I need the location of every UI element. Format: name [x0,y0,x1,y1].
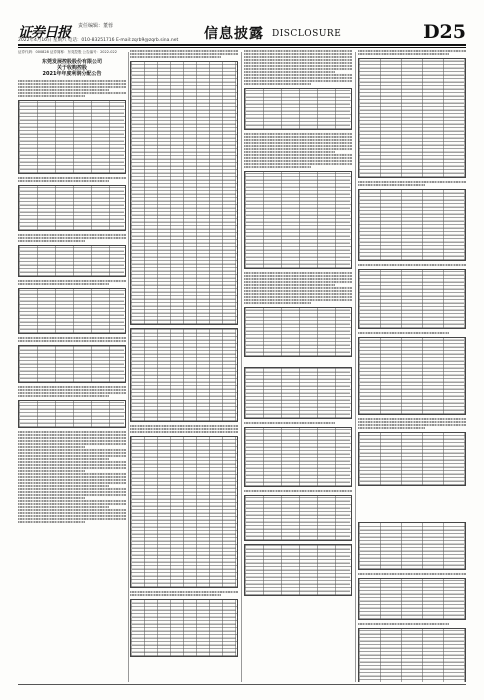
text-line [130,53,238,55]
text-line [18,521,85,523]
text-line [244,71,335,73]
data-table [244,544,352,596]
text-line [244,133,352,135]
data-table [244,495,352,541]
notice-heading [18,59,126,77]
data-table [18,288,126,334]
text-line [18,443,126,445]
text-line [130,428,238,430]
text-line [358,184,425,186]
column-divider [241,52,242,682]
text-line [244,166,311,168]
notice-title-line: 2021年年度利润分配公告 [42,71,102,77]
header-rule [18,44,466,46]
footer-rule [18,684,466,685]
data-table [358,578,466,620]
data-table [358,189,466,261]
text-line [18,500,126,502]
text-line [244,293,352,295]
text-line [18,509,126,511]
text-line [244,154,352,156]
text-line [244,65,352,67]
notice-title-line: 关于收购控股 [56,65,87,71]
text-line [244,422,335,424]
text-line [18,467,126,469]
text-line [244,272,352,274]
data-table [244,307,352,357]
text-line [244,284,335,286]
text-line [358,421,466,423]
text-line [244,80,352,82]
text-line [18,89,109,91]
text-line [358,427,425,429]
text-line [244,62,352,64]
masthead [18,20,466,42]
text-line [244,302,311,304]
text-line [18,437,126,439]
text-line [244,50,352,52]
text-line [18,92,126,94]
data-table [244,171,352,269]
text-line [244,59,352,61]
data-table [358,432,466,486]
blank-space [358,489,466,519]
notice-code-line: 证券代码：000828 证券简称：东莞控股 公告编号：2022-022 [18,50,117,54]
section-title: 信息披露 [204,26,264,42]
text-line [18,389,126,391]
data-table [358,269,466,329]
column-divider [128,52,129,682]
text-line [18,455,126,457]
text-line [244,160,352,162]
text-line [18,518,126,520]
text-line [18,485,109,487]
text-line [18,506,109,508]
text-line [244,275,352,277]
text-line [358,181,466,183]
text-line [18,240,85,242]
text-line [244,74,352,76]
data-table [18,245,126,277]
text-line [130,56,221,58]
text-line [130,50,238,52]
text-line [358,573,466,575]
text-line [18,449,126,451]
column-4 [358,50,466,682]
text-line [244,278,352,280]
text-line [130,594,221,596]
text-line [18,482,126,484]
text-line [18,461,126,463]
text-line [244,145,352,147]
text-line [244,299,352,301]
page-number: D25 [423,21,466,43]
text-line [244,139,352,141]
text-line [18,512,126,514]
text-line [18,503,126,505]
column-2 [130,50,238,682]
text-line [18,280,126,282]
data-table [358,522,466,570]
text-line [244,281,352,283]
column-3 [244,50,352,682]
text-line [18,180,109,182]
text-line [244,56,352,58]
column-divider [355,52,356,682]
data-table [358,58,466,178]
text-line [18,491,126,493]
text-line [244,287,352,289]
data-table [244,427,352,487]
data-table [130,599,238,657]
text-line [18,470,85,472]
data-table [244,367,352,419]
text-line [358,424,466,426]
text-line [358,53,449,55]
text-line [18,340,126,342]
data-table [18,100,126,174]
text-line [244,290,352,292]
text-line [18,86,126,88]
date-line: 2022年4月16日 星期六 电话：010-83251716 E-mail:zqrb9@zqrb.sina.net [18,38,179,43]
text-line [18,80,126,82]
text-line [18,431,126,433]
text-line [18,488,126,490]
data-table [130,328,238,422]
text-line [244,68,352,70]
text-line [18,395,109,397]
text-line [358,50,466,52]
data-table [358,628,466,682]
text-line [18,177,126,179]
text-line [18,446,85,448]
editor-line: 责任编辑：董蓉 [78,23,114,29]
text-line [358,332,449,334]
text-line [18,237,126,239]
text-line [130,431,238,433]
text-line [18,283,109,285]
text-line [18,458,109,460]
header-rule-thin [18,47,466,48]
data-table [130,436,238,588]
text-line [130,425,238,427]
data-table [18,185,126,231]
text-line [18,515,126,517]
text-line [358,418,466,420]
section-title-english: DISCLOSURE [272,29,342,39]
text-line [18,95,85,97]
text-line [244,163,352,165]
text-line [244,53,352,55]
text-line [18,337,126,339]
text-line [18,83,126,85]
text-line [244,148,352,150]
data-table [244,88,352,130]
data-table [358,337,466,415]
column-1 [18,50,126,682]
text-line [18,464,126,466]
text-line [130,591,238,593]
text-line [244,490,352,492]
text-line [18,473,126,475]
text-line [18,386,126,388]
text-line [244,157,352,159]
text-line [18,497,85,499]
newspaper-logo: 证券日报 [18,25,70,41]
notice-company: 东莞发展控股股份有限公司 [41,59,102,65]
text-line [244,83,311,85]
text-line [358,264,466,266]
data-table [18,400,126,428]
text-line [18,440,126,442]
data-table [130,61,238,325]
data-table [18,345,126,383]
text-line [18,392,126,394]
text-line [244,142,352,144]
text-line [18,234,126,236]
text-line [18,494,126,496]
text-line [244,151,335,153]
text-line [244,136,352,138]
text-line [18,479,126,481]
text-line [18,452,126,454]
text-line [244,296,352,298]
text-line [244,77,352,79]
text-line [18,476,126,478]
text-line [18,434,126,436]
text-line [358,623,449,625]
